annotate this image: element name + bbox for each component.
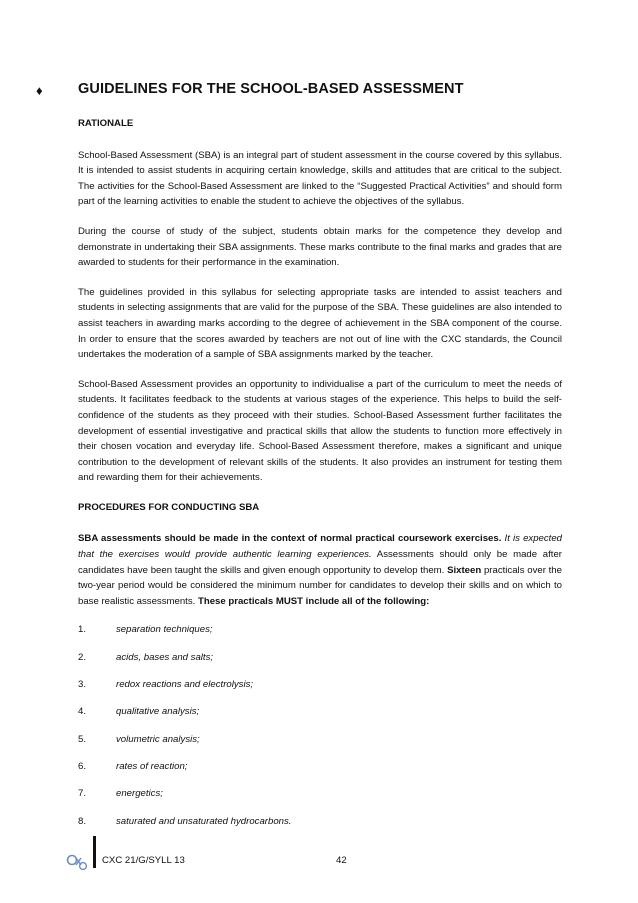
list-item-number: 6. xyxy=(78,760,87,772)
procedures-count: Sixteen xyxy=(447,564,482,576)
list-item-text: energetics; xyxy=(116,788,163,800)
rationale-paragraph-3: The guidelines provided in this syllabus for selecting appropriate tasks are intended to assist teachers and students in selecting assignments that are valid for the purpose of the SBA. These guidelines are also intended to assist teachers in awarding marks according to the degree of achievement in the SBA component of the course. In order to ensure that the scores awarded by teachers are not out of line with the CXC standards, the Council undertakes the moderation of a sample of SBA assignments marked by the teacher. xyxy=(78,286,562,361)
procedures-must-text: These practicals MUST include all of the following: xyxy=(197,595,430,607)
procedures-sentence-2: practicals over the two-year period would be considered the minimum number for candidates to develop their skills and on which to base realistic assessments. xyxy=(78,564,562,607)
list-item xyxy=(78,623,562,637)
list-item-number: 8. xyxy=(78,815,87,827)
footer-divider xyxy=(93,836,96,868)
list-item xyxy=(78,705,562,719)
footer-syllabus-code: CXC 21/G/SYLL 13 xyxy=(102,855,185,866)
rationale-paragraph-2: During the course of study of the subject, students obtain marks for the competence they develop and demonstrate in undertaking their SBA assignments. These marks contribute to the final marks and grades that are awarded to students for their performance in the examination. xyxy=(78,225,562,269)
list-item-number: 2. xyxy=(78,651,87,663)
diamond-bullet-icon: ♦ xyxy=(36,83,43,98)
procedures-paragraph xyxy=(78,531,562,609)
content-body xyxy=(78,116,562,842)
list-item xyxy=(78,678,562,692)
list-item-number: 7. xyxy=(78,788,87,800)
procedures-heading: PROCEDURES FOR CONDUCTING SBA xyxy=(78,501,260,513)
page-number: 42 xyxy=(336,855,347,866)
list-item xyxy=(78,760,562,774)
list-item-text: redox reactions and electrolysis; xyxy=(116,679,254,691)
list-item-number: 3. xyxy=(78,679,87,691)
procedures-sentence: Assessments should only be made after candidates have been taught the skills and given enough opportunity to develop them. xyxy=(78,549,562,576)
list-item-text: rates of reaction; xyxy=(116,760,188,772)
procedures-bold-lead: SBA assessments should be made in the context of normal practical coursework exercises. xyxy=(78,533,502,545)
procedures-italic-sentence: It is expected that the exercises would provide authentic learning experiences. xyxy=(78,533,563,561)
list-item-text: volumetric analysis; xyxy=(116,733,200,745)
list-item-text: saturated and unsaturated hydrocarbons. xyxy=(116,815,292,827)
list-item-number: 1. xyxy=(78,624,87,636)
list-item xyxy=(78,815,562,829)
list-item-text: separation techniques; xyxy=(116,624,213,636)
page-footer xyxy=(78,832,578,872)
rationale-paragraph-4: School-Based Assessment provides an opportunity to individualise a part of the curriculum to meet the needs of students. It facilitates feedback to the students at various stages of the experience. This helps to build the self-confidence of the students as they proceed with their studies. School-Based Assessment further facilitates the development of essential investigative and practical skills that allow the students to function more effectively in their chosen vocation and everyday life. School-Based Assessment therefore, makes a significant and unique contribution to the development of relevant skills of the students. It also provides an instrument for testing them and rewarding them for their achievements. xyxy=(78,378,562,484)
section-title: GUIDELINES FOR THE SCHOOL-BASED ASSESSMENT xyxy=(78,81,464,97)
rationale-paragraph-1: School-Based Assessment (SBA) is an integral part of student assessment in the course covered by this syllabus. It is intended to assist students in acquiring certain knowledge, skills and attitudes that are critical to the subject. The activities for the School-Based Assessment are linked to the “Suggested Practical Activities” and should form part of the learning activities to enable the student to achieve the objectives of the syllabus. xyxy=(78,149,562,208)
list-item-number: 5. xyxy=(78,733,87,745)
list-item xyxy=(78,733,562,747)
list-item-text: qualitative analysis; xyxy=(116,706,200,718)
list-item xyxy=(78,651,562,665)
rationale-heading: RATIONALE xyxy=(78,118,134,129)
list-item-number: 4. xyxy=(78,706,87,718)
cxc-logo-icon xyxy=(66,854,88,870)
practicals-list xyxy=(78,623,562,828)
list-item-text: acids, bases and salts; xyxy=(116,651,214,663)
list-item xyxy=(78,787,562,801)
